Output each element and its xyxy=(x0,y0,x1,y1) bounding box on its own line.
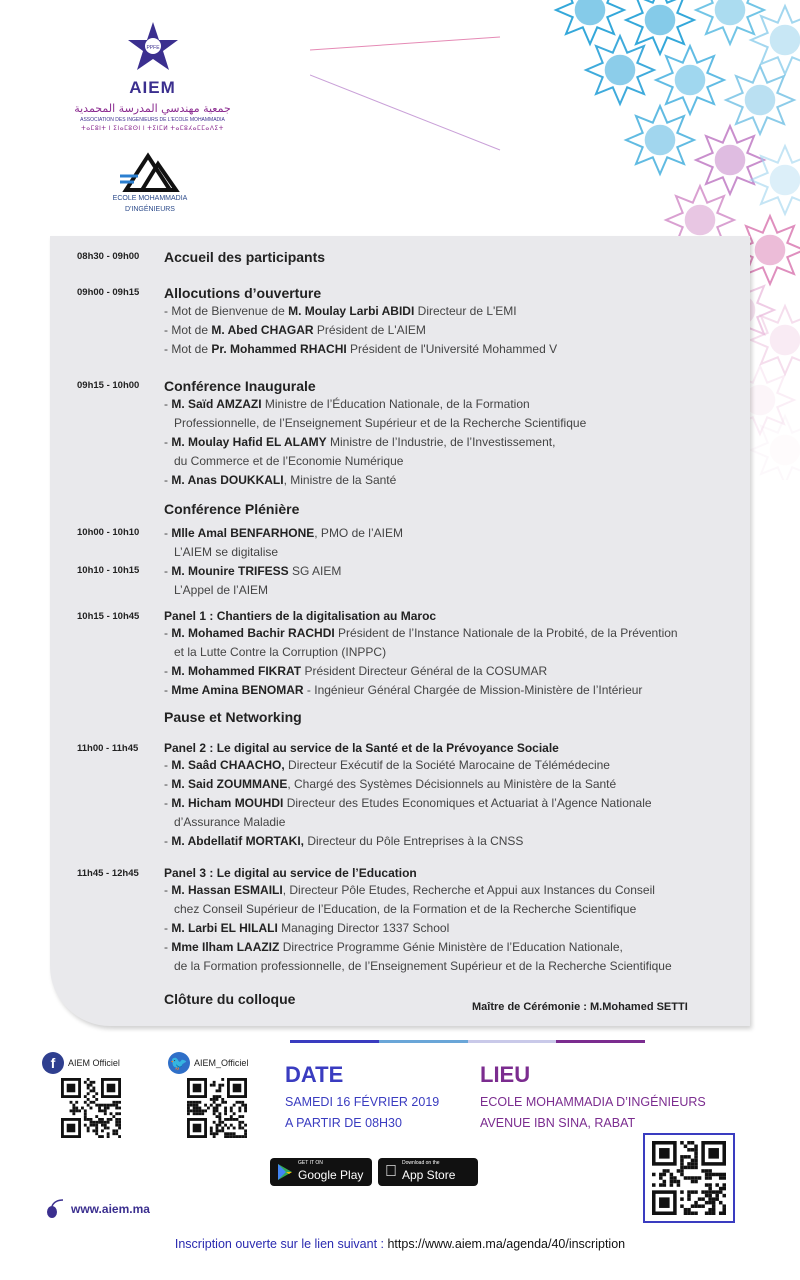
facebook-qr-code xyxy=(60,1078,122,1138)
speaker-name: M. Saâd CHAACHO, xyxy=(171,758,285,772)
color-bars xyxy=(290,1040,645,1046)
date-line2: A PARTIR DE 08H30 xyxy=(285,1116,402,1130)
speaker-name: M. Mohammed FIKRAT xyxy=(171,664,302,678)
program-list xyxy=(77,248,747,1008)
speaker-line: - M. Anas DOUKKALI, Ministre de la Santé xyxy=(164,473,397,487)
google-play-icon xyxy=(277,1163,293,1181)
speaker-line: - M. Hicham MOUHDI Directeur des Etudes Economiques et Actuariat à l’Agence Nationale xyxy=(164,796,652,810)
speaker-name: M. Abdellatif MORTAKI, xyxy=(171,834,304,848)
aiem-star-icon xyxy=(125,20,181,76)
google-play-button[interactable] xyxy=(270,1158,372,1186)
inscription-text: Inscription ouverte sur le lien suivant : xyxy=(174,1237,388,1251)
aiem-name: AIEM xyxy=(129,78,176,97)
speaker-name: M. Larbi EL HILALI xyxy=(171,921,278,935)
speaker-line: L’AIEM se digitalise xyxy=(174,545,279,559)
program-item xyxy=(77,377,747,490)
speaker-line: - M. Mohamed Bachir RACHDI Président de l’Instance Nationale de la Probité, de la Prévention xyxy=(164,626,678,640)
google-play-label: Google Play xyxy=(298,1168,364,1182)
program-item xyxy=(77,865,747,976)
facebook-icon: f xyxy=(42,1052,64,1074)
program-item xyxy=(77,524,747,562)
speaker-line: - M. Hassan ESMAILI, Directeur Pôle Etudes, Recherche et Appui aux Instances du Conseil xyxy=(164,883,655,897)
speaker-name: M. Moulay Hafid EL ALAMY xyxy=(171,435,327,449)
program-title: Accueil des participants xyxy=(164,249,326,265)
program-time: 11h00 - 11h45 xyxy=(77,743,139,754)
aiem-logo xyxy=(70,20,235,132)
speaker-name: M. Abed CHAGAR xyxy=(211,323,314,337)
speaker-name: M. Hassan ESMAILI xyxy=(171,883,283,897)
facebook-block[interactable] xyxy=(42,1052,122,1143)
speaker-name: M. Said ZOUMMANE xyxy=(171,777,288,791)
speaker-line: d’Assurance Maladie xyxy=(174,815,286,829)
program-title: Pause et Networking xyxy=(164,709,302,725)
speaker-line: - Mme Amina BENOMAR - Ingénieur Général Chargée de Mission-Ministère de l’Intérieur xyxy=(164,683,643,697)
speaker-line: et la Lutte Contre la Corruption (INPPC) xyxy=(174,645,387,659)
speaker-line: - Mot de M. Abed CHAGAR Président de L'AIEM xyxy=(164,323,426,337)
panel-title: Panel 1 : Chantiers de la digitalisation au Maroc xyxy=(164,609,437,623)
speaker-line: de la Formation professionnelle, de l’Enseignement Supérieur et de la Recherche Scientifique xyxy=(174,959,672,973)
program-item xyxy=(77,562,747,600)
speaker-line: - M. Abdellatif MORTAKI, Directeur du Pôle Entreprises à la CNSS xyxy=(164,834,524,848)
inscription-line xyxy=(0,1237,800,1251)
speaker-line: - M. Saïd AMZAZI Ministre de l’Éducation Nationale, de la Formation xyxy=(164,397,530,411)
twitter-icon: 🐦 xyxy=(168,1052,190,1074)
emi-name-line2: D'INGÉNIEURS xyxy=(125,206,175,213)
program-item xyxy=(77,740,747,851)
speaker-name: M. Saïd AMZAZI xyxy=(171,397,262,411)
twitter-label: AIEM_Officiel xyxy=(194,1058,249,1068)
speaker-name: Mlle Amal BENFARHONE xyxy=(171,526,315,540)
speaker-line: L’Appel de l’AIEM xyxy=(174,583,269,597)
app-store-label: App Store xyxy=(390,1168,444,1182)
website-text: www.aiem.ma xyxy=(71,1202,150,1216)
aiem-emblem-text: PPFE xyxy=(145,45,160,51)
program-item xyxy=(77,708,747,726)
speaker-line: - M. Saâd CHAACHO, Directeur Exécutif de la Société Marocaine de Télémédecine xyxy=(164,758,610,772)
speaker-name: M. Mohamed Bachir RACHDI xyxy=(171,626,335,640)
inscription-link[interactable]: https://www.aiem.ma/agenda/40/inscription xyxy=(387,1237,626,1251)
speaker-name: M. Moulay Larbi ABIDI xyxy=(288,304,415,318)
speaker-name: M. Mounire TRIFESS xyxy=(171,564,289,578)
inscription-qr-code xyxy=(643,1133,735,1223)
program-title: Clôture du colloque xyxy=(164,991,296,1007)
program-title: Conférence Inaugurale xyxy=(164,378,316,394)
program-item xyxy=(77,248,747,266)
speaker-line: - M. Mohammed FIKRAT Président Directeur Général de la COSUMAR xyxy=(164,664,548,678)
program-time: 09h15 - 10h00 xyxy=(77,380,140,391)
facebook-label: AIEM Officiel xyxy=(68,1058,120,1068)
speaker-name: M. Hicham MOUHDI xyxy=(171,796,284,810)
program-title: Conférence Plénière xyxy=(164,501,300,517)
website-link[interactable] xyxy=(45,1198,150,1220)
program-item xyxy=(77,284,747,359)
lieu-heading: LIEU xyxy=(480,1062,531,1087)
speaker-line: chez Conseil Supérieur de l’Education, de la Formation et de la Recherche Scientifique xyxy=(174,902,637,916)
program-item xyxy=(77,608,747,700)
app-store-small: Download on the xyxy=(390,1160,428,1166)
program-time: 11h45 - 12h45 xyxy=(77,868,139,879)
apple-icon xyxy=(385,1163,397,1181)
master-of-ceremony: Maître de Cérémonie : M.Mohamed SETTI xyxy=(472,1001,688,1013)
speaker-name: Mme Amina BENOMAR xyxy=(171,683,304,697)
speaker-line: - M. Said ZOUMMANE, Chargé des Systèmes Décisionnels au Ministère de la Santé xyxy=(164,777,617,791)
program-time: 10h00 - 10h10 xyxy=(77,527,140,538)
aiem-arabic-name: جمعية مهندسي المدرسة المحمدية xyxy=(74,102,231,115)
speaker-line: - Mme Ilham LAAZIZ Directrice Programme Génie Ministère de l’Education Nationale, xyxy=(164,940,623,954)
emi-name-line1: ECOLE MOHAMMADIA xyxy=(112,195,188,202)
google-play-small: GET IT ON xyxy=(298,1160,323,1166)
speaker-line: - Mot de Pr. Mohammed RHACHI Président de l'Université Mohammed V xyxy=(164,342,558,356)
program-item xyxy=(77,500,747,518)
lieu-line2: AVENUE IBN SINA, RABAT xyxy=(480,1116,636,1130)
app-store-button[interactable] xyxy=(378,1158,478,1186)
program-time: 10h10 - 10h15 xyxy=(77,565,140,576)
speaker-line: Professionnelle, de l’Enseignement Supérieur et de la Recherche Scientifique xyxy=(174,416,587,430)
speaker-line: du Commerce et de l’Economie Numérique xyxy=(174,454,404,468)
aiem-tifinagh-name: ⵜⴰⵎⵓⵏⵜ ⵏ ⵉⵏⴰⵎⵓⵙⵏ ⵏ ⵜⵉⵏⵎⵍ ⵜⴰⵎⵓⵃⴰⵎⵎⴰⴷⵉⵜ xyxy=(81,126,224,132)
decorative-lines xyxy=(310,35,510,155)
program-title: Allocutions d’ouverture xyxy=(164,285,322,301)
program-time: 10h15 - 10h45 xyxy=(77,611,140,622)
panel-title: Panel 3 : Le digital au service de l’Education xyxy=(164,866,417,880)
speaker-line: - Mlle Amal BENFARHONE, PMO de l’AIEM xyxy=(164,526,403,540)
speaker-line: - M. Moulay Hafid EL ALAMY Ministre de l’Industrie, de l’Investissement, xyxy=(164,435,556,449)
twitter-qr-code xyxy=(186,1078,248,1138)
speaker-line: - M. Mounire TRIFESS SG AIEM xyxy=(164,564,342,578)
date-line1: SAMEDI 16 FÉVRIER 2019 xyxy=(285,1095,440,1109)
emi-mountain-icon xyxy=(118,150,182,192)
emi-logo xyxy=(95,150,205,214)
speaker-name: M. Anas DOUKKALI xyxy=(171,473,284,487)
speaker-name: Mme Ilham LAAZIZ xyxy=(171,940,280,954)
speaker-name: Pr. Mohammed RHACHI xyxy=(211,342,347,356)
speaker-line: - M. Larbi EL HILALI Managing Director 1337 School xyxy=(164,921,450,935)
twitter-block[interactable] xyxy=(168,1052,248,1143)
mouse-icon xyxy=(45,1198,65,1220)
panel-title: Panel 2 : Le digital au service de la Santé et de la Prévoyance Sociale xyxy=(164,741,559,755)
lieu-line1: ECOLE MOHAMMADIA D’INGÉNIEURS xyxy=(480,1095,706,1109)
program-time: 08h30 - 09h00 xyxy=(77,251,140,262)
program-time: 09h00 - 09h15 xyxy=(77,287,140,298)
aiem-french-name: ASSOCIATION DES INGENIEURS DE L'ECOLE MOHAMMADIA xyxy=(80,117,225,123)
speaker-line: - Mot de Bienvenue de M. Moulay Larbi ABIDI Directeur de L'EMI xyxy=(164,304,517,318)
date-heading: DATE xyxy=(285,1062,344,1087)
